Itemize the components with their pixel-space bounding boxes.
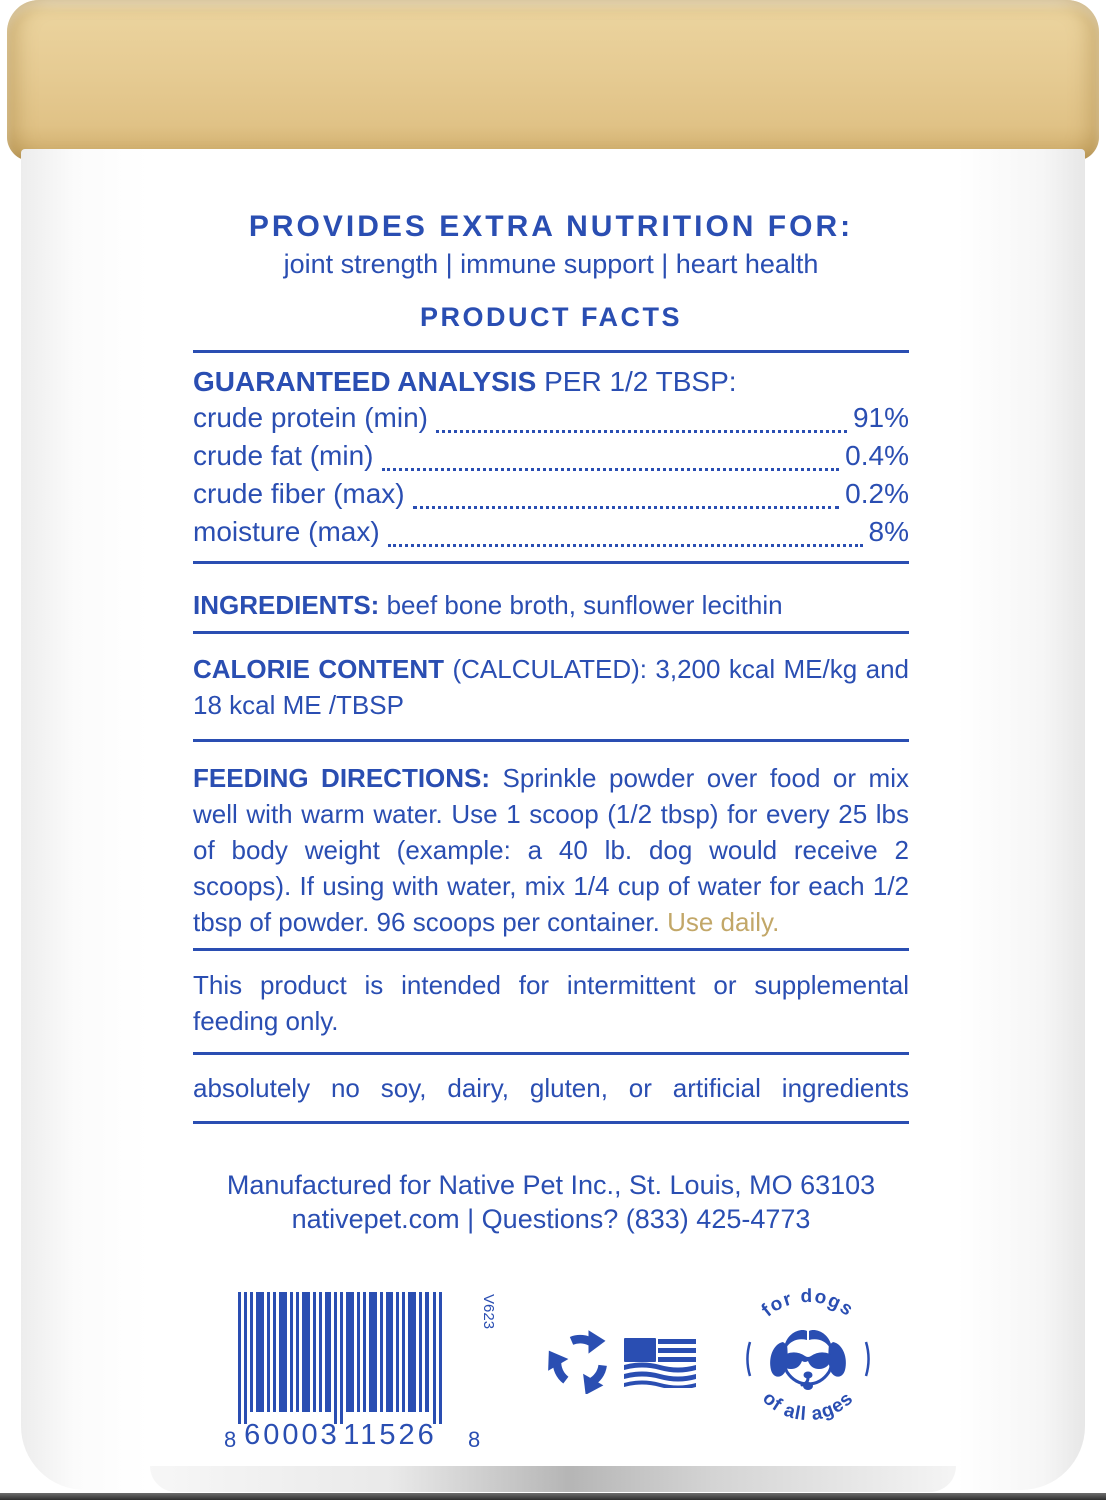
dotted-leader <box>382 468 840 471</box>
badge-top-text: for dogs <box>757 1285 858 1322</box>
barcode-group1: 60003 <box>244 1419 340 1451</box>
analysis-name: crude fiber (max) <box>193 478 405 509</box>
intermittent-note: This product is intended for intermittent or supplemental feeding only. <box>193 970 909 1036</box>
svg-text:of all ages <box>758 1388 857 1425</box>
container-lid <box>7 0 1099 161</box>
divider-rule <box>193 739 909 742</box>
no-artificial-note: absolutely no soy, dairy, gluten, or artificial ingredients <box>193 1073 909 1103</box>
analysis-name: crude fat (min) <box>193 440 374 471</box>
guaranteed-analysis-heading <box>193 366 909 398</box>
badge-bottom-text: of all ages <box>758 1387 858 1426</box>
divider-rule <box>193 631 909 634</box>
manufacturer-line1: Manufactured for Native Pet Inc., St. Louis, MO 63103 <box>226 1170 876 1200</box>
dotted-leader <box>388 544 863 547</box>
recycle-icon <box>546 1326 614 1394</box>
surface-shadow <box>0 1493 1106 1500</box>
us-flag-icon <box>622 1336 698 1388</box>
calorie-text: (CALCULATED): 3,200 kcal ME/kg and 18 kcal ME /TBSP <box>193 654 909 720</box>
table-row <box>193 478 909 516</box>
upc-barcode <box>222 1292 522 1452</box>
divider-rule <box>193 1052 909 1055</box>
barcode-group2: 11526 <box>343 1419 437 1451</box>
analysis-value: 8% <box>868 516 909 547</box>
guaranteed-analysis-heading-bold: GUARANTEED ANALYSIS <box>193 366 537 397</box>
divider-rule <box>193 948 909 951</box>
calorie-section <box>193 651 909 723</box>
table-row <box>193 402 909 440</box>
ingredients-text: beef bone broth, sunflower lecithin <box>379 590 783 620</box>
table-row <box>193 516 909 554</box>
product-facts-title: PRODUCT FACTS <box>420 302 682 332</box>
dotted-leader <box>413 506 840 509</box>
badge-left-arc <box>747 1342 750 1376</box>
analysis-value: 0.4% <box>845 440 909 471</box>
divider-rule <box>193 350 909 353</box>
calorie-heading: CALORIE CONTENT <box>193 654 445 684</box>
badge-right-arc <box>866 1342 869 1376</box>
feeding-text: Sprinkle powder over food or mix well with warm water. Use 1 scoop (1/2 tbsp) for every 25 lbs of body weight (example: a 40 lb. dog would receive 2 scoops). If using with water, mix 1/4 cup of water for each 1/2 tbsp of powder. 96 scoops per container. <box>193 763 909 937</box>
analysis-value: 91% <box>852 402 909 433</box>
barcode-left-digit: 8 <box>224 1427 237 1452</box>
manufacturer-line2: nativepet.com | Questions? (833) 425-4773 <box>291 1204 811 1234</box>
ingredients-section <box>193 587 909 623</box>
feeding-heading: FEEDING DIRECTIONS: <box>193 763 491 793</box>
feeding-highlight: Use daily. <box>667 907 780 937</box>
analysis-value: 0.2% <box>845 478 909 509</box>
guaranteed-analysis-table <box>193 402 909 554</box>
analysis-name: moisture (max) <box>193 516 380 547</box>
dog-face-icon <box>770 1330 846 1390</box>
hero-title: PROVIDES EXTRA NUTRITION FOR: <box>248 210 854 243</box>
divider-rule <box>193 1121 909 1124</box>
ingredients-heading: INGREDIENTS: <box>193 590 380 620</box>
dotted-leader <box>436 430 847 433</box>
hero-subtitle: joint strength | immune support | heart health <box>283 249 819 279</box>
divider-rule <box>193 561 909 564</box>
barcode-version-code: V623 <box>480 1294 497 1330</box>
for-dogs-badge <box>733 1282 883 1432</box>
container-base-edge <box>150 1466 956 1492</box>
analysis-name: crude protein (min) <box>193 402 428 433</box>
barcode-right-digit: 8 <box>468 1427 481 1452</box>
table-row <box>193 440 909 478</box>
manufacturer-info <box>193 1168 909 1236</box>
svg-text:for dogs <box>758 1286 858 1321</box>
guaranteed-analysis-heading-rest: PER 1/2 TBSP: <box>536 366 737 397</box>
feeding-directions-section <box>193 760 909 940</box>
